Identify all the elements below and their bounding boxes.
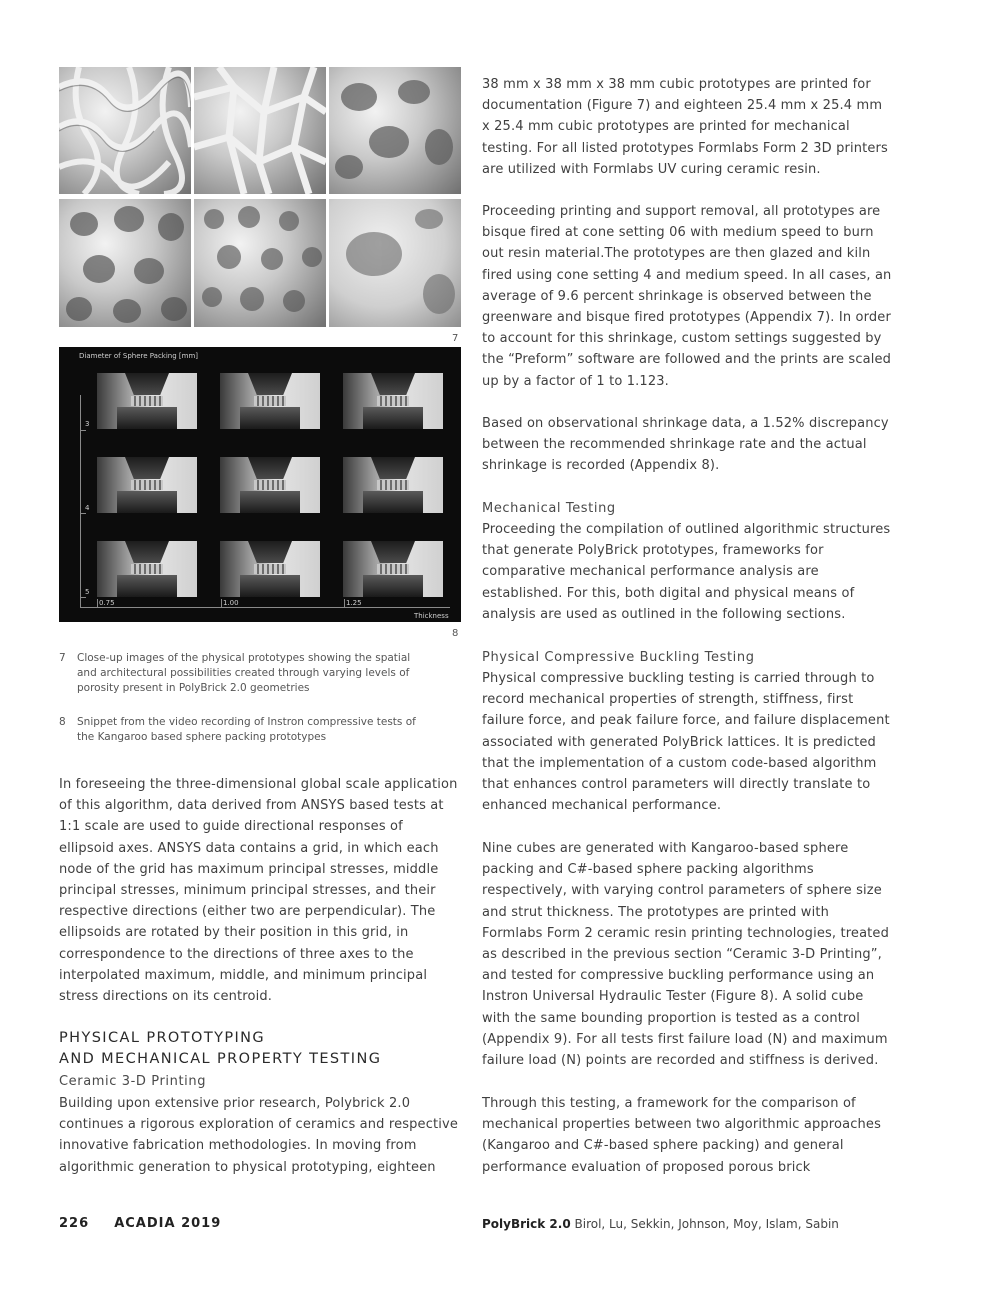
body-paragraph: Building upon extensive prior research, Polybrick 2.0 continues a rigorous exploration of ceramics and respective innovative fabrication methodologies. In moving from algorithmic generation to physical prototyping, eighteen [59,1096,458,1175]
porous-lattice-closeup-image [329,67,461,194]
x-axis-label: Thickness [414,612,449,620]
body-paragraph: Based on observational shrinkage data, a 1.52% discrepancy between the recommended shrinkage rate and the actual shrinkage is recorded (Appendix 8). [482,416,889,474]
porous-lattice-closeup-image [194,67,326,194]
caption-number: 8 [59,716,66,728]
caption-number: 7 [59,652,66,664]
figure-8-test-grid [59,347,461,622]
footer-right [482,1217,839,1231]
caption-text: Close-up images of the physical prototypes showing the spatial and architectural possibilities created through varying levels of porosity present in PolyBrick 2.0 geometries [77,652,411,694]
porous-lattice-closeup-image [59,67,191,194]
instron-test-frame [220,373,320,429]
body-paragraph: Proceeding printing and support removal, all prototypes are bisque fired at cone setting 06 with medium speed to burn out resin material.The prototypes are then glazed and kiln fired using cone setting 4 and medium speed. In all cases, an average of 9.6 percent shrinkage is observed between the greenware and bisque fired prototypes (Appendix 7). In order to account for this shrinkage, custom settings suggested by the “Preform” software are followed and the prints are scaled up by a factor of 1 to 1.123. [482,204,892,389]
paper-title: PolyBrick 2.0 [482,1217,571,1231]
subsection-heading: Ceramic 3-D Printing [59,1074,207,1089]
figure-7-number: 7 [452,333,459,344]
col-label: 0.75 [99,599,115,607]
x-axis [80,607,450,608]
figure-8-number: 8 [452,628,459,639]
page-number: 226 [59,1216,90,1231]
figure-7-image-grid [59,67,461,327]
instron-test-frame [97,373,197,429]
instron-test-frame [97,541,197,597]
journal-name: ACADIA 2019 [114,1216,222,1231]
instron-test-frame [343,541,443,597]
subsection-heading: Mechanical Testing [482,501,616,516]
body-paragraph: Nine cubes are generated with Kangaroo-based sphere packing and C#-based sphere packing algorithms respectively, with varying control parameters of sphere size and strut thickness. The prototypes are printed with Formlabs Form 2 ceramic resin printing technologies, treated as described in the previous section “Ceramic 3-D Printing”, and tested for compressive buckling performance using an Instron Universal Hydraulic Tester (Figure 8). A solid cube with the same bounding proportion is tested as a control (Appendix 9). For all tests first failure load (N) and maximum failure load (N) points are recorded and stiffness is derived. [482,841,889,1069]
figure-8-title: Diameter of Sphere Packing [mm] [79,352,199,360]
body-paragraph: 38 mm x 38 mm x 38 mm cubic prototypes are printed for documentation (Figure 7) and eighteen 25.4 mm x 25.4 mm x 25.4 mm cubic prototypes are printed for mechanical testing. For all listed prototypes Formlabs Form 2 3D printers are utilized with Formlabs UV curing ceramic resin. [482,77,888,177]
col-label: 1.25 [346,599,362,607]
instron-test-frame [343,373,443,429]
footer-left [59,1216,221,1231]
figure-7-caption [59,651,429,697]
instron-test-frame [343,457,443,513]
caption-text: Snippet from the video recording of Instron compressive tests of the Kangaroo based sphere packing prototypes [77,716,416,743]
porous-lattice-closeup-image [329,199,461,327]
figure-8-caption [59,715,429,747]
section-heading: PHYSICAL PROTOTYPING [59,1030,266,1046]
section-heading: AND MECHANICAL PROPERTY TESTING [59,1051,382,1067]
instron-test-frame [220,457,320,513]
y-axis [80,395,81,607]
author-list: Birol, Lu, Sekkin, Johnson, Moy, Islam, Sabin [574,1217,839,1231]
body-paragraph: Physical compressive buckling testing is carried through to record mechanical properties of strength, stiffness, first failure force, and peak failure force, and failure displacement associated with generated PolyBrick lattices. It is predicted that the implementation of a custom code-based algorithm that enhances control parameters will directly translate to enhanced mechanical performance. [482,671,890,814]
subsection-heading: Physical Compressive Buckling Testing [482,650,755,665]
col-label: 1.00 [223,599,239,607]
row-label: 5 [85,588,90,596]
row-label: 3 [85,420,90,428]
row-label: 4 [85,504,90,512]
instron-test-frame [97,457,197,513]
body-paragraph: In foreseeing the three-dimensional global scale application of this algorithm, data derived from ANSYS based tests at 1:1 scale are used to guide directional responses of ellipsoid axes. ANSYS data contains a grid, in which each node of the grid has maximum principal stresses, middle principal stresses, minimum principal stresses, and their respective directions (either two are perpendicular). The ellipsoids are rotated by their position in this grid, in correspondence to the directions of three axes to the interpolated maximum, middle, and minimum principal stress directions on its centroid. [59,777,458,1005]
body-paragraph: Proceeding the compilation of outlined algorithmic structures that generate PolyBrick prototypes, frameworks for comparative mechanical performance analysis are established. For this, both digital and physical means of analysis are used as outlined in the following sections. [482,522,891,622]
porous-lattice-closeup-image [59,199,191,327]
body-paragraph: Through this testing, a framework for the comparison of mechanical properties between two algorithmic approaches (Kangaroo and C#-based sphere packing) and general performance evaluation of proposed porous brick [482,1096,881,1175]
porous-lattice-closeup-image [194,199,326,327]
instron-test-frame [220,541,320,597]
